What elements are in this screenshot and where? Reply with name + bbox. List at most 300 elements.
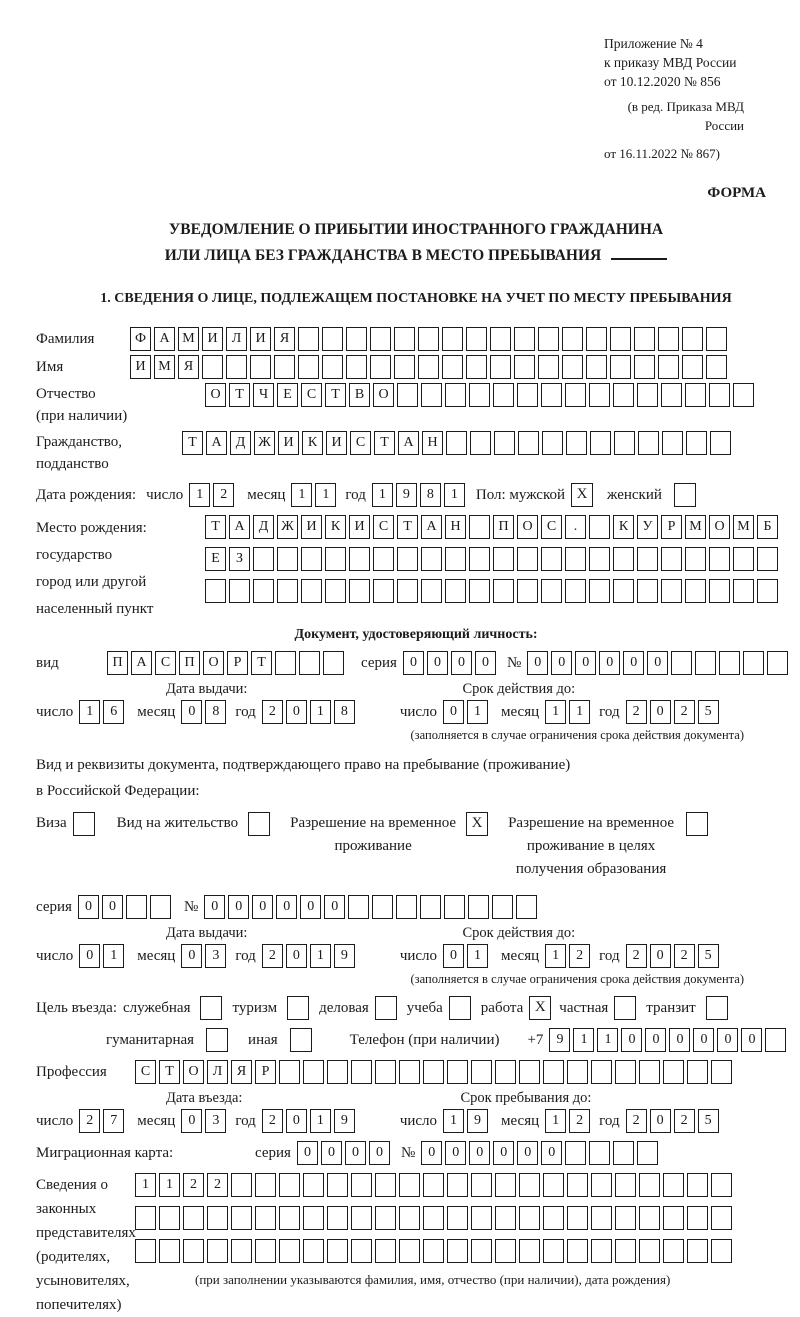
char-cell[interactable] — [671, 651, 692, 675]
char-cell[interactable]: И — [349, 515, 370, 539]
char-cell[interactable]: 1 — [573, 1028, 594, 1052]
char-cell[interactable]: Н — [422, 431, 443, 455]
char-cell[interactable] — [590, 431, 611, 455]
char-cell[interactable] — [613, 1141, 634, 1165]
char-cell[interactable]: 1 — [545, 1109, 566, 1133]
char-cell[interactable]: С — [301, 383, 322, 407]
char-cell[interactable] — [733, 579, 754, 603]
char-cell[interactable]: И — [130, 355, 151, 379]
char-cell[interactable] — [586, 327, 607, 351]
char-cell[interactable]: И — [278, 431, 299, 455]
char-cell[interactable] — [541, 547, 562, 571]
char-cell[interactable]: 5 — [698, 1109, 719, 1133]
char-cell[interactable] — [469, 579, 490, 603]
char-cell[interactable]: Е — [277, 383, 298, 407]
char-cell[interactable] — [711, 1206, 732, 1230]
temp-residence-checkbox[interactable]: X — [466, 812, 488, 836]
char-cell[interactable] — [615, 1060, 636, 1084]
char-cell[interactable] — [637, 383, 658, 407]
char-cell[interactable] — [471, 1239, 492, 1263]
char-cell[interactable]: П — [179, 651, 200, 675]
char-cell[interactable] — [613, 383, 634, 407]
char-cell[interactable]: 2 — [674, 944, 695, 968]
char-cell[interactable] — [519, 1239, 540, 1263]
purpose-work-checkbox[interactable]: X — [529, 996, 551, 1020]
char-cell[interactable] — [322, 355, 343, 379]
char-cell[interactable] — [346, 355, 367, 379]
char-cell[interactable]: 0 — [623, 651, 644, 675]
char-cell[interactable] — [299, 651, 320, 675]
purpose-tourism-checkbox[interactable] — [287, 996, 309, 1020]
char-cell[interactable] — [229, 579, 250, 603]
char-cell[interactable]: 0 — [541, 1141, 562, 1165]
char-cell[interactable] — [375, 1060, 396, 1084]
char-cell[interactable]: О — [373, 383, 394, 407]
char-cell[interactable] — [301, 579, 322, 603]
female-checkbox[interactable] — [674, 483, 696, 507]
char-cell[interactable] — [695, 651, 716, 675]
char-cell[interactable]: О — [203, 651, 224, 675]
char-cell[interactable] — [418, 355, 439, 379]
char-cell[interactable]: 2 — [569, 1109, 590, 1133]
char-cell[interactable] — [372, 895, 393, 919]
char-cell[interactable]: Д — [253, 515, 274, 539]
char-cell[interactable]: 0 — [286, 1109, 307, 1133]
char-cell[interactable]: 0 — [252, 895, 273, 919]
char-cell[interactable]: 0 — [551, 651, 572, 675]
char-cell[interactable]: 0 — [451, 651, 472, 675]
char-cell[interactable] — [298, 355, 319, 379]
char-cell[interactable] — [662, 431, 683, 455]
char-cell[interactable] — [327, 1206, 348, 1230]
char-cell[interactable]: 0 — [717, 1028, 738, 1052]
temp-residence-edu-checkbox[interactable] — [686, 812, 708, 836]
char-cell[interactable] — [442, 327, 463, 351]
char-cell[interactable] — [493, 383, 514, 407]
char-cell[interactable] — [586, 355, 607, 379]
char-cell[interactable] — [495, 1206, 516, 1230]
char-cell[interactable]: 1 — [545, 700, 566, 724]
char-cell[interactable] — [351, 1239, 372, 1263]
char-cell[interactable] — [397, 547, 418, 571]
char-cell[interactable] — [373, 547, 394, 571]
char-cell[interactable]: 2 — [262, 700, 283, 724]
char-cell[interactable]: 0 — [443, 700, 464, 724]
char-cell[interactable] — [519, 1206, 540, 1230]
char-cell[interactable] — [399, 1206, 420, 1230]
char-cell[interactable]: 0 — [324, 895, 345, 919]
char-cell[interactable] — [658, 327, 679, 351]
char-cell[interactable]: 0 — [650, 700, 671, 724]
char-cell[interactable] — [661, 383, 682, 407]
char-cell[interactable]: И — [250, 327, 271, 351]
char-cell[interactable] — [615, 1239, 636, 1263]
char-cell[interactable]: Т — [397, 515, 418, 539]
char-cell[interactable]: 0 — [286, 944, 307, 968]
char-cell[interactable]: С — [541, 515, 562, 539]
char-cell[interactable]: 8 — [334, 700, 355, 724]
char-cell[interactable] — [445, 383, 466, 407]
char-cell[interactable] — [303, 1060, 324, 1084]
char-cell[interactable] — [542, 431, 563, 455]
char-cell[interactable] — [370, 327, 391, 351]
char-cell[interactable] — [711, 1239, 732, 1263]
char-cell[interactable]: К — [325, 515, 346, 539]
char-cell[interactable]: 2 — [569, 944, 590, 968]
char-cell[interactable] — [663, 1173, 684, 1197]
char-cell[interactable]: 1 — [135, 1173, 156, 1197]
char-cell[interactable] — [757, 547, 778, 571]
purpose-study-checkbox[interactable] — [449, 996, 471, 1020]
char-cell[interactable]: 0 — [599, 651, 620, 675]
char-cell[interactable]: 0 — [669, 1028, 690, 1052]
char-cell[interactable]: Ж — [277, 515, 298, 539]
char-cell[interactable]: 8 — [420, 483, 441, 507]
char-cell[interactable] — [663, 1060, 684, 1084]
char-cell[interactable]: Л — [207, 1060, 228, 1084]
char-cell[interactable]: 0 — [78, 895, 99, 919]
char-cell[interactable] — [639, 1206, 660, 1230]
char-cell[interactable] — [231, 1239, 252, 1263]
char-cell[interactable]: 2 — [626, 700, 647, 724]
char-cell[interactable] — [399, 1060, 420, 1084]
char-cell[interactable] — [327, 1239, 348, 1263]
char-cell[interactable] — [517, 547, 538, 571]
char-cell[interactable]: 0 — [650, 1109, 671, 1133]
char-cell[interactable] — [349, 579, 370, 603]
char-cell[interactable]: Т — [182, 431, 203, 455]
char-cell[interactable] — [183, 1239, 204, 1263]
char-cell[interactable]: 2 — [207, 1173, 228, 1197]
char-cell[interactable] — [495, 1173, 516, 1197]
char-cell[interactable] — [562, 355, 583, 379]
char-cell[interactable] — [447, 1060, 468, 1084]
char-cell[interactable] — [346, 327, 367, 351]
char-cell[interactable]: 0 — [79, 944, 100, 968]
char-cell[interactable] — [493, 547, 514, 571]
char-cell[interactable]: Т — [229, 383, 250, 407]
char-cell[interactable] — [277, 579, 298, 603]
char-cell[interactable]: П — [493, 515, 514, 539]
char-cell[interactable] — [279, 1206, 300, 1230]
char-cell[interactable]: 2 — [674, 700, 695, 724]
char-cell[interactable] — [719, 651, 740, 675]
char-cell[interactable] — [733, 547, 754, 571]
char-cell[interactable]: 1 — [372, 483, 393, 507]
char-cell[interactable] — [447, 1206, 468, 1230]
char-cell[interactable]: О — [517, 515, 538, 539]
char-cell[interactable]: 1 — [79, 700, 100, 724]
purpose-private-checkbox[interactable] — [614, 996, 636, 1020]
char-cell[interactable] — [709, 383, 730, 407]
char-cell[interactable] — [591, 1239, 612, 1263]
char-cell[interactable] — [375, 1239, 396, 1263]
char-cell[interactable]: О — [183, 1060, 204, 1084]
char-cell[interactable] — [519, 1173, 540, 1197]
char-cell[interactable] — [446, 431, 467, 455]
char-cell[interactable] — [325, 547, 346, 571]
char-cell[interactable] — [394, 355, 415, 379]
char-cell[interactable] — [279, 1173, 300, 1197]
char-cell[interactable]: 0 — [493, 1141, 514, 1165]
char-cell[interactable]: 0 — [621, 1028, 642, 1052]
char-cell[interactable] — [637, 1141, 658, 1165]
char-cell[interactable]: 0 — [575, 651, 596, 675]
char-cell[interactable] — [682, 327, 703, 351]
char-cell[interactable] — [710, 431, 731, 455]
char-cell[interactable] — [468, 895, 489, 919]
char-cell[interactable]: 0 — [645, 1028, 666, 1052]
char-cell[interactable] — [686, 431, 707, 455]
char-cell[interactable] — [375, 1206, 396, 1230]
char-cell[interactable]: 1 — [310, 944, 331, 968]
visa-checkbox[interactable] — [73, 812, 95, 836]
char-cell[interactable] — [634, 355, 655, 379]
char-cell[interactable]: 0 — [443, 944, 464, 968]
char-cell[interactable]: 1 — [103, 944, 124, 968]
char-cell[interactable] — [638, 431, 659, 455]
char-cell[interactable]: Я — [178, 355, 199, 379]
char-cell[interactable] — [543, 1206, 564, 1230]
char-cell[interactable]: 8 — [205, 700, 226, 724]
char-cell[interactable] — [639, 1173, 660, 1197]
char-cell[interactable] — [399, 1173, 420, 1197]
char-cell[interactable]: И — [301, 515, 322, 539]
char-cell[interactable]: 5 — [698, 944, 719, 968]
char-cell[interactable] — [397, 383, 418, 407]
char-cell[interactable]: 0 — [475, 651, 496, 675]
char-cell[interactable] — [661, 547, 682, 571]
char-cell[interactable] — [303, 1206, 324, 1230]
char-cell[interactable]: 0 — [445, 1141, 466, 1165]
char-cell[interactable]: С — [135, 1060, 156, 1084]
char-cell[interactable] — [610, 355, 631, 379]
char-cell[interactable]: 0 — [469, 1141, 490, 1165]
char-cell[interactable] — [767, 651, 788, 675]
char-cell[interactable] — [614, 431, 635, 455]
char-cell[interactable] — [150, 895, 171, 919]
char-cell[interactable]: Р — [661, 515, 682, 539]
char-cell[interactable] — [591, 1173, 612, 1197]
char-cell[interactable] — [663, 1206, 684, 1230]
char-cell[interactable] — [634, 327, 655, 351]
char-cell[interactable]: А — [206, 431, 227, 455]
char-cell[interactable]: 2 — [183, 1173, 204, 1197]
purpose-official-checkbox[interactable] — [200, 996, 222, 1020]
char-cell[interactable]: И — [202, 327, 223, 351]
char-cell[interactable] — [202, 355, 223, 379]
char-cell[interactable]: 5 — [698, 700, 719, 724]
char-cell[interactable] — [466, 327, 487, 351]
char-cell[interactable] — [610, 327, 631, 351]
char-cell[interactable] — [301, 547, 322, 571]
char-cell[interactable]: Е — [205, 547, 226, 571]
char-cell[interactable]: М — [154, 355, 175, 379]
char-cell[interactable] — [231, 1206, 252, 1230]
char-cell[interactable]: 2 — [626, 944, 647, 968]
char-cell[interactable] — [613, 547, 634, 571]
char-cell[interactable] — [325, 579, 346, 603]
char-cell[interactable] — [447, 1173, 468, 1197]
char-cell[interactable] — [516, 895, 537, 919]
char-cell[interactable] — [538, 355, 559, 379]
char-cell[interactable]: 0 — [527, 651, 548, 675]
char-cell[interactable] — [423, 1239, 444, 1263]
char-cell[interactable] — [226, 355, 247, 379]
char-cell[interactable] — [711, 1060, 732, 1084]
char-cell[interactable] — [567, 1060, 588, 1084]
char-cell[interactable]: 1 — [291, 483, 312, 507]
char-cell[interactable] — [469, 383, 490, 407]
char-cell[interactable]: 9 — [467, 1109, 488, 1133]
char-cell[interactable]: 0 — [403, 651, 424, 675]
char-cell[interactable] — [658, 355, 679, 379]
char-cell[interactable] — [303, 1239, 324, 1263]
char-cell[interactable] — [421, 383, 442, 407]
male-checkbox[interactable]: X — [571, 483, 593, 507]
char-cell[interactable]: . — [565, 515, 586, 539]
residence-permit-checkbox[interactable] — [248, 812, 270, 836]
char-cell[interactable]: 1 — [443, 1109, 464, 1133]
char-cell[interactable] — [135, 1206, 156, 1230]
purpose-humanitarian-checkbox[interactable] — [206, 1028, 228, 1052]
char-cell[interactable] — [279, 1239, 300, 1263]
char-cell[interactable] — [375, 1173, 396, 1197]
char-cell[interactable] — [733, 383, 754, 407]
char-cell[interactable] — [685, 547, 706, 571]
char-cell[interactable]: 3 — [205, 1109, 226, 1133]
char-cell[interactable]: 6 — [103, 700, 124, 724]
char-cell[interactable] — [637, 579, 658, 603]
char-cell[interactable] — [567, 1206, 588, 1230]
char-cell[interactable] — [298, 327, 319, 351]
char-cell[interactable] — [423, 1060, 444, 1084]
char-cell[interactable]: О — [709, 515, 730, 539]
char-cell[interactable] — [490, 355, 511, 379]
char-cell[interactable] — [517, 383, 538, 407]
char-cell[interactable] — [469, 547, 490, 571]
char-cell[interactable]: 0 — [321, 1141, 342, 1165]
char-cell[interactable] — [519, 1060, 540, 1084]
char-cell[interactable] — [253, 579, 274, 603]
char-cell[interactable] — [255, 1206, 276, 1230]
char-cell[interactable] — [423, 1173, 444, 1197]
char-cell[interactable]: 0 — [300, 895, 321, 919]
char-cell[interactable] — [639, 1060, 660, 1084]
char-cell[interactable] — [682, 355, 703, 379]
char-cell[interactable]: 0 — [297, 1141, 318, 1165]
char-cell[interactable] — [514, 327, 535, 351]
char-cell[interactable] — [447, 1239, 468, 1263]
char-cell[interactable] — [517, 579, 538, 603]
char-cell[interactable] — [565, 1141, 586, 1165]
char-cell[interactable] — [709, 547, 730, 571]
char-cell[interactable] — [323, 651, 344, 675]
char-cell[interactable]: Ч — [253, 383, 274, 407]
char-cell[interactable] — [255, 1239, 276, 1263]
char-cell[interactable]: С — [155, 651, 176, 675]
char-cell[interactable] — [351, 1206, 372, 1230]
char-cell[interactable]: К — [613, 515, 634, 539]
char-cell[interactable] — [492, 895, 513, 919]
char-cell[interactable]: М — [733, 515, 754, 539]
char-cell[interactable]: П — [107, 651, 128, 675]
char-cell[interactable]: 0 — [517, 1141, 538, 1165]
char-cell[interactable]: С — [373, 515, 394, 539]
char-cell[interactable] — [399, 1239, 420, 1263]
char-cell[interactable]: 0 — [693, 1028, 714, 1052]
char-cell[interactable] — [706, 327, 727, 351]
char-cell[interactable] — [562, 327, 583, 351]
char-cell[interactable] — [591, 1206, 612, 1230]
char-cell[interactable]: 1 — [467, 944, 488, 968]
char-cell[interactable]: К — [302, 431, 323, 455]
char-cell[interactable] — [514, 355, 535, 379]
char-cell[interactable] — [565, 579, 586, 603]
char-cell[interactable] — [327, 1060, 348, 1084]
char-cell[interactable] — [351, 1060, 372, 1084]
char-cell[interactable] — [541, 579, 562, 603]
char-cell[interactable] — [613, 579, 634, 603]
char-cell[interactable] — [159, 1206, 180, 1230]
char-cell[interactable] — [274, 355, 295, 379]
char-cell[interactable]: Т — [374, 431, 395, 455]
char-cell[interactable] — [757, 579, 778, 603]
char-cell[interactable]: 9 — [334, 1109, 355, 1133]
char-cell[interactable]: Р — [255, 1060, 276, 1084]
char-cell[interactable] — [543, 1060, 564, 1084]
char-cell[interactable] — [444, 895, 465, 919]
char-cell[interactable] — [471, 1173, 492, 1197]
char-cell[interactable]: Я — [274, 327, 295, 351]
char-cell[interactable]: Т — [205, 515, 226, 539]
char-cell[interactable] — [420, 895, 441, 919]
char-cell[interactable]: Т — [251, 651, 272, 675]
char-cell[interactable] — [351, 1173, 372, 1197]
char-cell[interactable] — [253, 547, 274, 571]
char-cell[interactable] — [541, 383, 562, 407]
char-cell[interactable] — [279, 1060, 300, 1084]
char-cell[interactable] — [277, 547, 298, 571]
char-cell[interactable]: 1 — [310, 1109, 331, 1133]
char-cell[interactable] — [396, 895, 417, 919]
char-cell[interactable] — [250, 355, 271, 379]
char-cell[interactable] — [205, 579, 226, 603]
char-cell[interactable] — [663, 1239, 684, 1263]
char-cell[interactable]: 1 — [467, 700, 488, 724]
char-cell[interactable] — [687, 1173, 708, 1197]
char-cell[interactable]: 1 — [444, 483, 465, 507]
char-cell[interactable]: И — [326, 431, 347, 455]
char-cell[interactable] — [442, 355, 463, 379]
char-cell[interactable] — [615, 1173, 636, 1197]
char-cell[interactable] — [765, 1028, 786, 1052]
char-cell[interactable] — [615, 1206, 636, 1230]
char-cell[interactable]: 9 — [396, 483, 417, 507]
char-cell[interactable]: 0 — [427, 651, 448, 675]
char-cell[interactable] — [685, 579, 706, 603]
char-cell[interactable] — [348, 895, 369, 919]
char-cell[interactable] — [711, 1173, 732, 1197]
char-cell[interactable] — [494, 431, 515, 455]
char-cell[interactable] — [589, 515, 610, 539]
char-cell[interactable] — [589, 547, 610, 571]
char-cell[interactable]: 0 — [345, 1141, 366, 1165]
char-cell[interactable]: 7 — [103, 1109, 124, 1133]
char-cell[interactable] — [322, 327, 343, 351]
purpose-transit-checkbox[interactable] — [706, 996, 728, 1020]
char-cell[interactable]: 1 — [545, 944, 566, 968]
